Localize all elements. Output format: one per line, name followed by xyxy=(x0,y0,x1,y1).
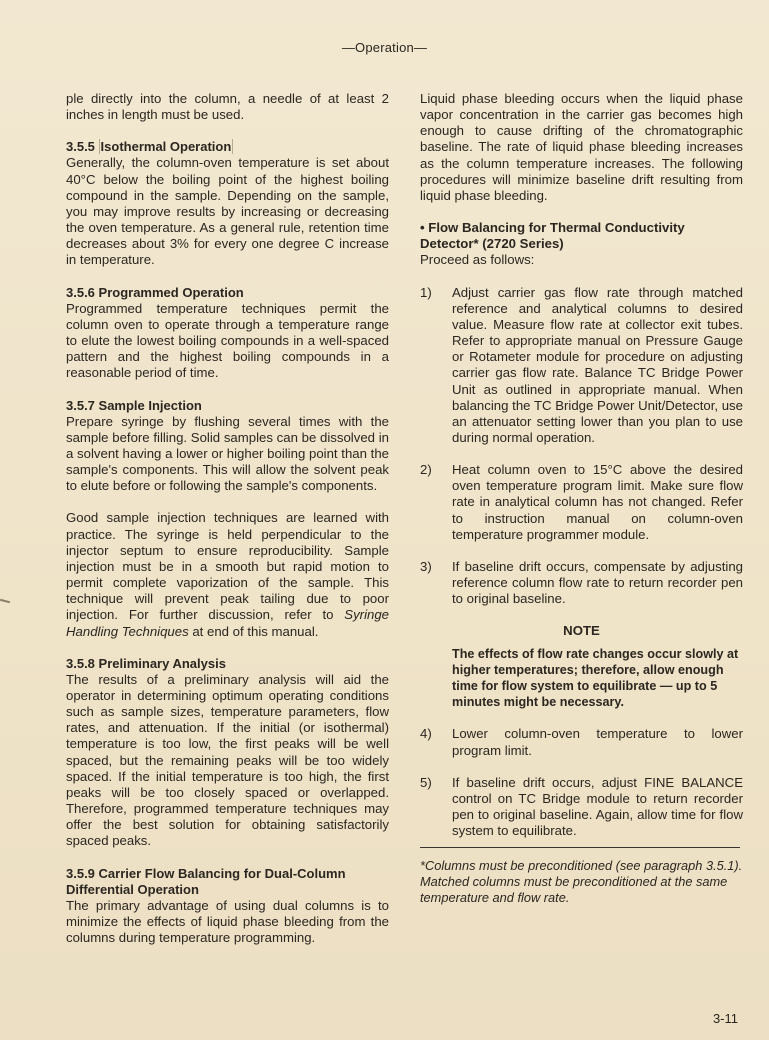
proceed-text: Proceed as follows: xyxy=(420,252,535,268)
section-heading: 3.5.9 Carrier Flow Balancing for Dual-Column Differential Operation xyxy=(66,865,346,897)
step-text: Adjust carrier gas flow rate through matched reference and analytical columns to desired value. Measure flow rate at collector exit tubes. Refer to appropriate manual on Pressure Gauge or Rotameter module for procedure on adjusting carrier gas flow rate. Balance TC Bridge Power Unit as outlined in appropriate manual. When balancing the TC Bridge Power Unit/Detector, use an attenuator setting lower than you plan to use during normal operation. xyxy=(452,284,743,445)
list-item xyxy=(420,285,743,447)
list-item xyxy=(420,726,743,758)
italic-reference: Syringe Handling Techniques xyxy=(66,607,389,639)
step-number: 1) xyxy=(420,284,432,300)
footnote-divider xyxy=(420,847,740,848)
section-body-2 xyxy=(66,510,389,639)
section-number: 3.5.5 xyxy=(66,139,95,155)
note-body: The effects of flow rate changes occur slowly at higher temperatures; therefore, allow enough time for flow system to equilibrate — up to 5 minutes might be necessary. xyxy=(452,646,739,710)
list-item xyxy=(420,462,743,543)
right-column xyxy=(420,91,743,906)
step-number: 3) xyxy=(420,558,432,574)
section-body: Prepare syringe by flushing several times with the sample before filling. Solid samples can be dissolved in a solvent having a lower or higher boiling point than the sample's components. This will allow the solvent peak to elute before or following the sample's components. xyxy=(66,413,389,494)
section-3-5-8 xyxy=(66,656,389,850)
section-3-5-9 xyxy=(66,866,389,947)
section-heading: 3.5.8 Preliminary Analysis xyxy=(66,655,226,671)
step-number: 5) xyxy=(420,774,432,790)
body-text: Good sample injection techniques are learned with practice. The syringe is held perpendicular to the injector septum to ensure reproducibility. Sample injection must be in a smooth but rapid motion to permit complete vaporization of the sample. This technique will prevent peak tailing due to poor injection. For further discussion, refer to xyxy=(66,510,389,623)
page-number: 3-11 xyxy=(712,1011,738,1026)
step-number: 2) xyxy=(420,462,432,478)
bullet-heading: • Flow Balancing for Thermal Conductivity Detector* (2720 Series) xyxy=(420,220,685,252)
step-text: If baseline drift occurs, compensate by adjusting reference column flow rate to return recorder pen to original baseline. xyxy=(452,558,743,607)
note-box xyxy=(420,623,743,710)
right-intro-paragraph: Liquid phase bleeding occurs when the liquid phase vapor concentration in the carrier gas becomes high enough to cause drifting of the chromatographic baseline. The rate of liquid phase bleeding increases as the column temperature increases. The following procedures will minimize baseline drift resulting from liquid phase bleeding. xyxy=(420,91,743,203)
section-3-5-5 xyxy=(66,139,389,268)
step-text: Lower column-oven temperature to lower program limit. xyxy=(452,726,743,758)
section-heading: 3.5.6 Programmed Operation xyxy=(66,284,244,300)
list-item xyxy=(420,775,743,840)
section-body: The results of a preliminary analysis will aid the operator in determining optimum operating conditions such as sample sizes, temperature parameters, flow rates, and attenuation. If the initial (or isothermal) temperature is too low, the first peaks will be well spaced, but the remaining peaks will be too widely spaced. If the initial temperature is too high, the first peaks will be too closely spaced or overlapped. Therefore, programmed temperature techniques may offer the best solution for obtaining satisfactorily spaced peaks. xyxy=(66,671,389,849)
running-header: —Operation— xyxy=(341,40,428,55)
left-column xyxy=(66,91,389,962)
procedure-list xyxy=(420,285,743,608)
procedure-list-continued xyxy=(420,726,743,839)
step-number: 4) xyxy=(420,726,432,742)
section-heading: 3.5.7 Sample Injection xyxy=(66,397,202,413)
left-intro-paragraph: ple directly into the column, a needle of at least 2 inches in length must be used. xyxy=(66,91,389,123)
margin-mark xyxy=(0,599,10,604)
body-text-end: at end of this manual. xyxy=(188,623,319,639)
note-title: NOTE xyxy=(563,623,600,639)
footnote: *Columns must be preconditioned (see paragraph 3.5.1). Matched columns must be preconditioned at the same temperature and flow rate. xyxy=(420,858,743,906)
section-3-5-7 xyxy=(66,398,389,640)
section-title: Isothermal Operation xyxy=(100,139,232,155)
section-body: Generally, the column-oven temperature is set about 40°C below the boiling point of the highest boiling compound in the sample. Depending on the sample, you may improve results by increasing or decreasing the oven temperature. As a general rule, retention time decreases about 3% for every one degree C increase in temperature. xyxy=(66,155,389,268)
section-body: The primary advantage of using dual columns is to minimize the effects of liquid phase bleeding from the columns during temperature programming. xyxy=(66,897,389,946)
step-text: If baseline drift occurs, adjust FINE BALANCE control on TC Bridge module to return recorder pen to original baseline. Again, allow time for flow system to equilibrate. xyxy=(452,774,743,839)
step-text: Heat column oven to 15°C above the desired oven temperature program limit. Make sure flow rate in analytical column has not changed. Refer to instruction manual on column-oven temperature programmer module. xyxy=(452,462,743,542)
section-body: Programmed temperature techniques permit the column oven to operate through a temperature range to elute the lowest boiling compounds in a well-spaced pattern and the highest boiling compounds in a reasonable period of time. xyxy=(66,300,389,381)
section-heading xyxy=(66,139,389,155)
list-item xyxy=(420,559,743,607)
section-3-5-6 xyxy=(66,285,389,382)
